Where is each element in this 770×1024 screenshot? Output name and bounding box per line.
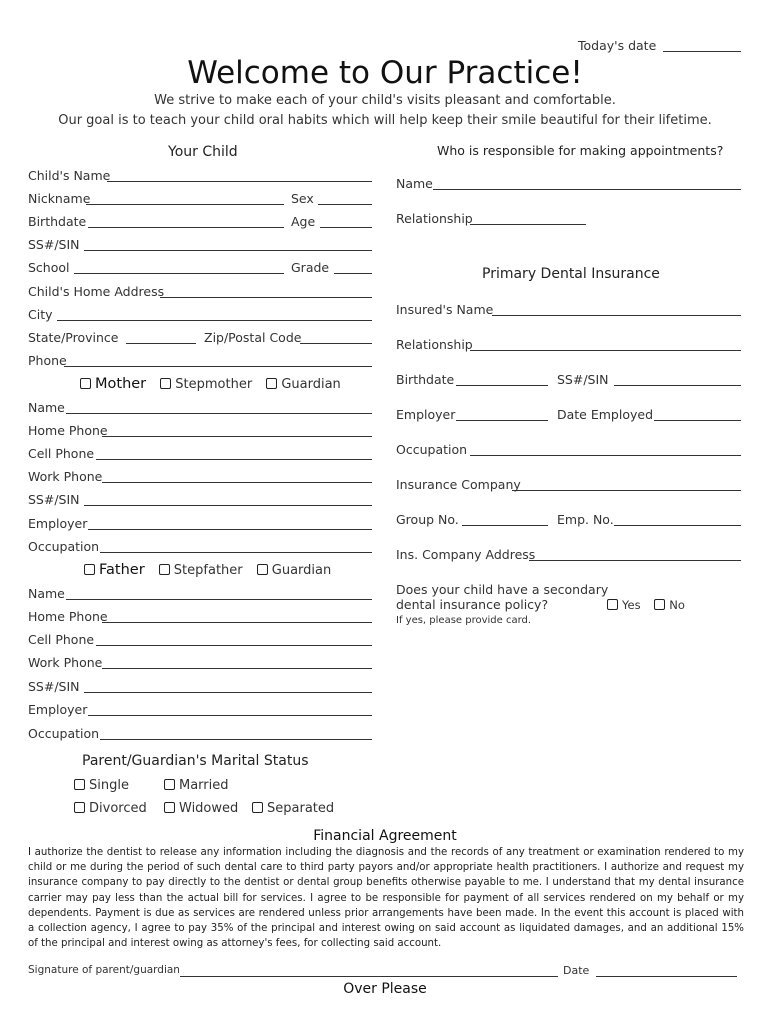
- father-name-label: Name: [28, 586, 65, 601]
- father-employer-field[interactable]: [88, 715, 372, 716]
- married-label: Married: [179, 778, 229, 793]
- father-checkbox[interactable]: [84, 564, 95, 575]
- nickname-field[interactable]: [86, 204, 284, 205]
- father-occupation-label: Occupation: [28, 726, 100, 741]
- ins-birthdate-field[interactable]: [456, 385, 548, 386]
- signature-label: Signature of parent/guardian: [28, 964, 180, 976]
- sex-field[interactable]: [318, 204, 372, 205]
- ins-employer-field[interactable]: [456, 420, 548, 421]
- widowed-checkbox[interactable]: [164, 802, 175, 813]
- marital-separated: [252, 801, 334, 816]
- emp-no-label: Emp. No.: [557, 512, 614, 527]
- mother-guardian-label: Guardian: [281, 377, 341, 392]
- financial-agreement-text: I authorize the dentist to release any information including the diagnosis and the records of any treatment or examination rendered to my child or me during the period of such dental care to third party payors and/or appropriate health practitioners. I authorize and request my insurance company to pay directly to the dentist or dental group benefits otherwise payable to me. I understand that my dental insurance carrier may pay less than the actual bill for services. I agree to be responsible for payment of all services rendered on my behalf or my dependents. Payment is due as services are rendered unless prior arrangements have been made. In the event this account is placed with a collection agency, I agree to pay 35% of the principal and interest owing on said account as liquidated damages, and an additional 15% of the principal and interest owing as attorney's fees, for collecting said account.: [28, 847, 744, 950]
- divorced-checkbox[interactable]: [74, 802, 85, 813]
- father-label: Father: [99, 562, 145, 578]
- stepfather-checkbox[interactable]: [159, 564, 170, 575]
- secondary-options: [607, 598, 685, 612]
- group-no-label: Group No.: [396, 512, 459, 527]
- state-field[interactable]: [126, 343, 196, 344]
- home-address-field[interactable]: [160, 297, 372, 298]
- city-label: City: [28, 307, 53, 322]
- todays-date-field[interactable]: [663, 51, 741, 52]
- ins-birthdate-label: Birthdate: [396, 372, 455, 387]
- father-home-phone-label: Home Phone: [28, 609, 108, 624]
- insurance-company-label: Insurance Company: [396, 477, 521, 492]
- financial-heading: Financial Agreement: [313, 828, 457, 844]
- father-employer-label: Employer: [28, 702, 88, 717]
- father-occupation-field[interactable]: [100, 739, 372, 740]
- mother-occupation-field[interactable]: [100, 552, 372, 553]
- ins-company-address-label: Ins. Company Address: [396, 547, 536, 562]
- ins-ss-label: SS#/SIN: [557, 372, 609, 387]
- ins-occupation-label: Occupation: [396, 442, 468, 457]
- ins-relationship-label: Relationship: [396, 337, 473, 352]
- date-employed-label: Date Employed: [557, 407, 654, 422]
- father-cell-phone-field[interactable]: [96, 645, 372, 646]
- appt-name-field[interactable]: [433, 189, 741, 190]
- appt-name-label: Name: [396, 176, 433, 191]
- ins-ss-field[interactable]: [614, 385, 741, 386]
- age-field[interactable]: [320, 227, 372, 228]
- date-employed-field[interactable]: [654, 420, 741, 421]
- child-ss-label: SS#/SIN: [28, 237, 80, 252]
- school-label: School: [28, 260, 70, 275]
- provide-card-note: If yes, please provide card.: [396, 615, 532, 626]
- mother-home-phone-field[interactable]: [102, 436, 372, 437]
- mother-guardian-checkbox[interactable]: [266, 378, 277, 389]
- stepmother-label: Stepmother: [175, 377, 253, 392]
- secondary-question-2: dental insurance policy?: [396, 597, 549, 612]
- marital-single: [74, 778, 129, 793]
- marital-widowed: [164, 801, 238, 816]
- zip-label: Zip/Postal Code: [204, 330, 302, 345]
- phone-field[interactable]: [64, 366, 372, 367]
- single-label: Single: [89, 778, 129, 793]
- page-title: Welcome to Our Practice!: [187, 55, 583, 91]
- father-ss-field[interactable]: [84, 692, 372, 693]
- father-home-phone-field[interactable]: [102, 622, 372, 623]
- birthdate-field[interactable]: [88, 227, 284, 228]
- phone-label: Phone: [28, 353, 67, 368]
- home-address-label: Child's Home Address: [28, 284, 165, 299]
- group-no-field[interactable]: [462, 525, 548, 526]
- mother-options: [80, 376, 341, 392]
- state-label: State/Province: [28, 330, 119, 345]
- school-field[interactable]: [74, 273, 284, 274]
- stepfather-label: Stepfather: [173, 563, 243, 578]
- sex-label: Sex: [291, 191, 314, 206]
- father-work-phone-label: Work Phone: [28, 655, 103, 670]
- mother-name-field[interactable]: [66, 413, 372, 414]
- secondary-yes-label: Yes: [622, 598, 641, 612]
- secondary-yes-checkbox[interactable]: [607, 599, 618, 610]
- father-options: [84, 562, 331, 578]
- stepmother-checkbox[interactable]: [160, 378, 171, 389]
- child-ss-field[interactable]: [84, 250, 372, 251]
- mother-ss-label: SS#/SIN: [28, 492, 80, 507]
- mother-employer-field[interactable]: [88, 529, 372, 530]
- insurance-company-field[interactable]: [512, 490, 741, 491]
- married-checkbox[interactable]: [164, 779, 175, 790]
- mother-name-label: Name: [28, 400, 65, 415]
- mother-work-phone-field[interactable]: [102, 482, 372, 483]
- mother-home-phone-label: Home Phone: [28, 423, 108, 438]
- ins-employer-label: Employer: [396, 407, 456, 422]
- appointments-heading: Who is responsible for making appointments?: [437, 143, 724, 158]
- nickname-label: Nickname: [28, 191, 91, 206]
- signature-field[interactable]: [180, 976, 558, 977]
- father-cell-phone-label: Cell Phone: [28, 632, 95, 647]
- over-please: Over Please: [343, 981, 427, 997]
- mother-employer-label: Employer: [28, 516, 88, 531]
- zip-field[interactable]: [300, 343, 372, 344]
- separated-checkbox[interactable]: [252, 802, 263, 813]
- insured-name-field[interactable]: [492, 315, 741, 316]
- mother-work-phone-label: Work Phone: [28, 469, 103, 484]
- secondary-no-label: No: [669, 598, 685, 612]
- ins-occupation-field[interactable]: [470, 455, 741, 456]
- father-guardian-label: Guardian: [271, 563, 332, 578]
- father-work-phone-field[interactable]: [102, 668, 372, 669]
- mother-cell-phone-field[interactable]: [96, 459, 372, 460]
- ins-company-address-field[interactable]: [529, 560, 741, 561]
- grade-field[interactable]: [334, 273, 372, 274]
- birthdate-label: Birthdate: [28, 214, 87, 229]
- marital-status-heading: Parent/Guardian's Marital Status: [82, 753, 309, 769]
- widowed-label: Widowed: [179, 801, 239, 816]
- subtitle-1: We strive to make each of your child's visits pleasant and comfortable.: [154, 93, 616, 108]
- your-child-heading: Your Child: [168, 144, 238, 160]
- mother-checkbox[interactable]: [80, 378, 91, 389]
- signature-date-field[interactable]: [596, 976, 737, 977]
- city-field[interactable]: [57, 320, 372, 321]
- secondary-question-1: Does your child have a secondary: [396, 582, 609, 597]
- mother-occupation-label: Occupation: [28, 539, 100, 554]
- secondary-no-checkbox[interactable]: [654, 599, 665, 610]
- childs-name-field[interactable]: [107, 181, 372, 182]
- father-guardian-checkbox[interactable]: [257, 564, 268, 575]
- marital-divorced: [74, 801, 147, 816]
- divorced-label: Divorced: [89, 801, 147, 816]
- signature-date-label: Date: [563, 964, 590, 977]
- mother-cell-phone-label: Cell Phone: [28, 446, 95, 461]
- age-label: Age: [291, 214, 316, 229]
- father-name-field[interactable]: [66, 599, 372, 600]
- appt-relationship-field[interactable]: [470, 224, 586, 225]
- subtitle-2: Our goal is to teach your child oral habits which will help keep their smile beautiful for their lifetime.: [58, 113, 712, 128]
- childs-name-label: Child's Name: [28, 168, 111, 183]
- mother-label: Mother: [95, 376, 147, 392]
- grade-label: Grade: [291, 260, 330, 275]
- insured-name-label: Insured's Name: [396, 302, 494, 317]
- single-checkbox[interactable]: [74, 779, 85, 790]
- separated-label: Separated: [267, 801, 335, 816]
- mother-ss-field[interactable]: [84, 505, 372, 506]
- father-ss-label: SS#/SIN: [28, 679, 80, 694]
- marital-married: [164, 778, 229, 793]
- insurance-heading: Primary Dental Insurance: [482, 266, 660, 282]
- emp-no-field[interactable]: [614, 525, 741, 526]
- todays-date-label: Today's date: [578, 38, 657, 53]
- appt-relationship-label: Relationship: [396, 211, 473, 226]
- ins-relationship-field[interactable]: [470, 350, 741, 351]
